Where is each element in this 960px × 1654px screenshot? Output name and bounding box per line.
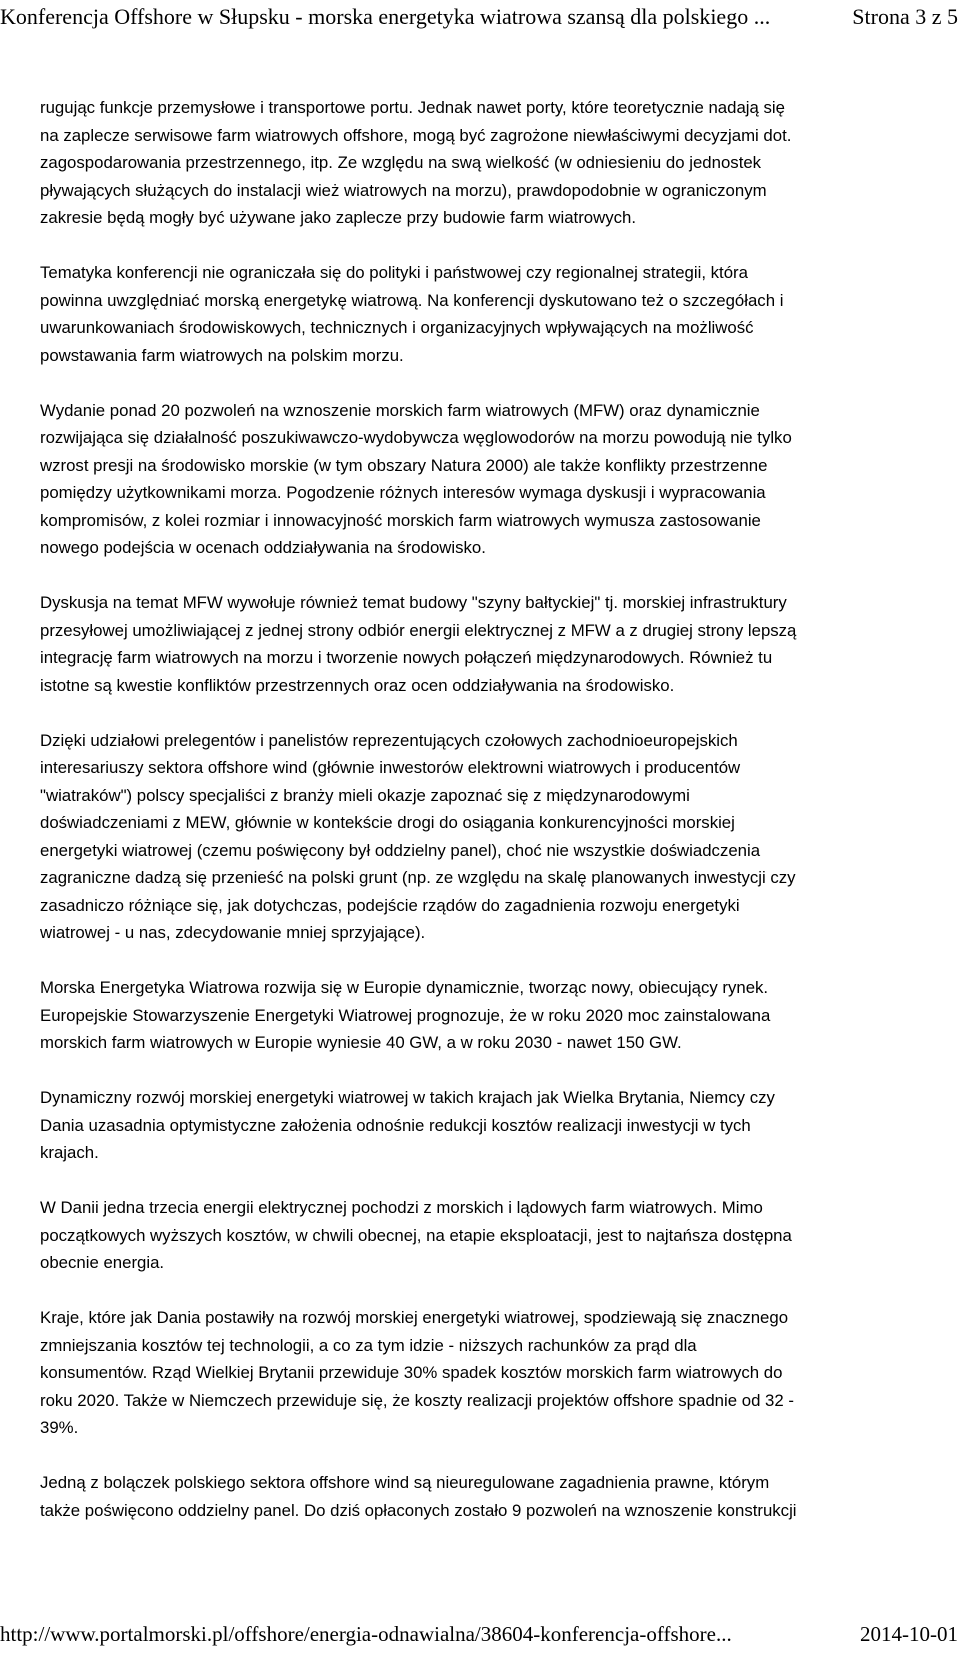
paragraph: Dynamiczny rozwój morskiej energetyki wiatrowej w takich krajach jak Wielka Brytania, Niemcy czy Dania uzasadnia optymistyczne założenia odnośnie redukcji kosztów realizacji inwestycji w tych krajach. (40, 1088, 775, 1162)
print-footer (0, 1620, 960, 1650)
paragraph: Wydanie ponad 20 pozwoleń na wznoszenie morskich farm wiatrowych (MFW) oraz dynamicznie rozwijająca się działalność poszukiwawczo-wydobywcza węglowodorów na morzu powodują nie tylko wzrost presji na środowisko morskie (w tym obszary Natura 2000) ale także konflikty przestrzenne pomiędzy użytkownikami morza. Pogodzenie różnych interesów wymaga dyskusji i wypracowania kompromisów, z kolei rozmiar i innowacyjność morskich farm wiatrowych wymusza zastosowanie nowego podejścia w ocenach oddziaływania na środowisko. (40, 400, 792, 557)
paragraph: Jedną z bolączek polskiego sektora offshore wind są nieuregulowane zagadnienia prawne, którym także poświęcono oddzielny panel. Do dziś opłaconych zostało 9 pozwoleń na wznoszenie konstrukcji (40, 1473, 797, 1520)
paragraph: W Danii jedna trzecia energii elektrycznej pochodzi z morskich i lądowych farm wiatrowych. Mimo początkowych wyższych kosztów, w chwili obecnej, na etapie eksploatacji, jest to najtańsza dostępna obecnie energia. (40, 1198, 792, 1272)
paragraph: Kraje, które jak Dania postawiły na rozwój morskiej energetyki wiatrowej, spodziewają się znacznego zmniejszania kosztów tej technologii, a co za tym idzie - niższych rachunków za prąd dla konsumentów. Rząd Wielkiej Brytanii przewiduje 30% spadek kosztów morskich farm wiatrowych do roku 2020. Także w Niemczech przewiduje się, że koszty realizacji projektów offshore spadnie od 32 - 39%. (40, 1308, 794, 1437)
document-title: Konferencja Offshore w Słupsku - morska energetyka wiatrowa szansą dla polskiego ... (0, 4, 771, 29)
paragraph: Tematyka konferencji nie ograniczała się do polityki i państwowej czy regionalnej strategii, która powinna uwzględniać morską energetykę wiatrową. Na konferencji dyskutowano też o szczegółach i uwarunkowaniach środowiskowych, technicznych i organizacyjnych wpływających na możliwość powstawania farm wiatrowych na polskim morzu. (40, 263, 784, 365)
page-number: Strona 3 z 5 (852, 4, 958, 29)
print-header (0, 2, 960, 36)
paragraph: rugując funkcje przemysłowe i transportowe portu. Jednak nawet porty, które teoretycznie nadają się na zaplecze serwisowe farm wiatrowych offshore, mogą być zagrożone niewłaściwymi decyzjami dot. zagospodarowania przestrzennego, itp. Ze względu na swą wielkość (w odniesieniu do jednostek pływających służących do instalacji wież wiatrowych na morzu), prawdopodobnie w ograniczonym zakresie będą mogły być używane jako zaplecze przy budowie farm wiatrowych. (40, 98, 792, 227)
paragraph: Morska Energetyka Wiatrowa rozwija się w Europie dynamicznie, tworząc nowy, obiecujący rynek. Europejskie Stowarzyszenie Energetyki Wiatrowej prognozuje, że w roku 2020 moc zainstalowana morskich farm wiatrowych w Europie wyniesie 40 GW, a w roku 2030 - nawet 150 GW. (40, 978, 771, 1052)
page-url[interactable]: http://www.portalmorski.pl/offshore/energia-odnawialna/38604-konferencja-offshore... (0, 1622, 732, 1646)
article-body (40, 94, 920, 1552)
paragraph: Dzięki udziałowi prelegentów i panelistów reprezentujących czołowych zachodnioeuropejskich interesariuszy sektora offshore wind (głównie inwestorów elektrowni wiatrowych i producentów "wiatraków") polscy specjaliści z branży mieli okazje zapoznać się z międzynarodowymi doświadczeniami z MEW, głównie w kontekście drogi do osiągania konkurencyjności morskiej energetyki wiatrowej (czemu poświęcony był oddzielny panel), choć nie wszystkie doświadczenia zagraniczne dadzą się przenieść na polski grunt (np. ze względu na skalę planowanych inwestycji czy zasadniczo różniące się, jak dotychczas, podejście rządów do zagadnienia rozwoju energetyki wiatrowej - u nas, zdecydowanie mniej sprzyjające). (40, 730, 796, 942)
print-date: 2014-10-01 (860, 1622, 958, 1646)
paragraph: Dyskusja na temat MFW wywołuje również temat budowy "szyny bałtyckiej" tj. morskiej infrastruktury przesyłowej umożliwiającej z jednej strony odbiór energii elektrycznej z MFW a z drugiej strony lepszą integrację farm wiatrowych na morzu i tworzenie nowych połączeń międzynarodowych. Również tu istotne są kwestie konfliktów przestrzennych oraz ocen oddziaływania na środowisko. (40, 593, 797, 695)
